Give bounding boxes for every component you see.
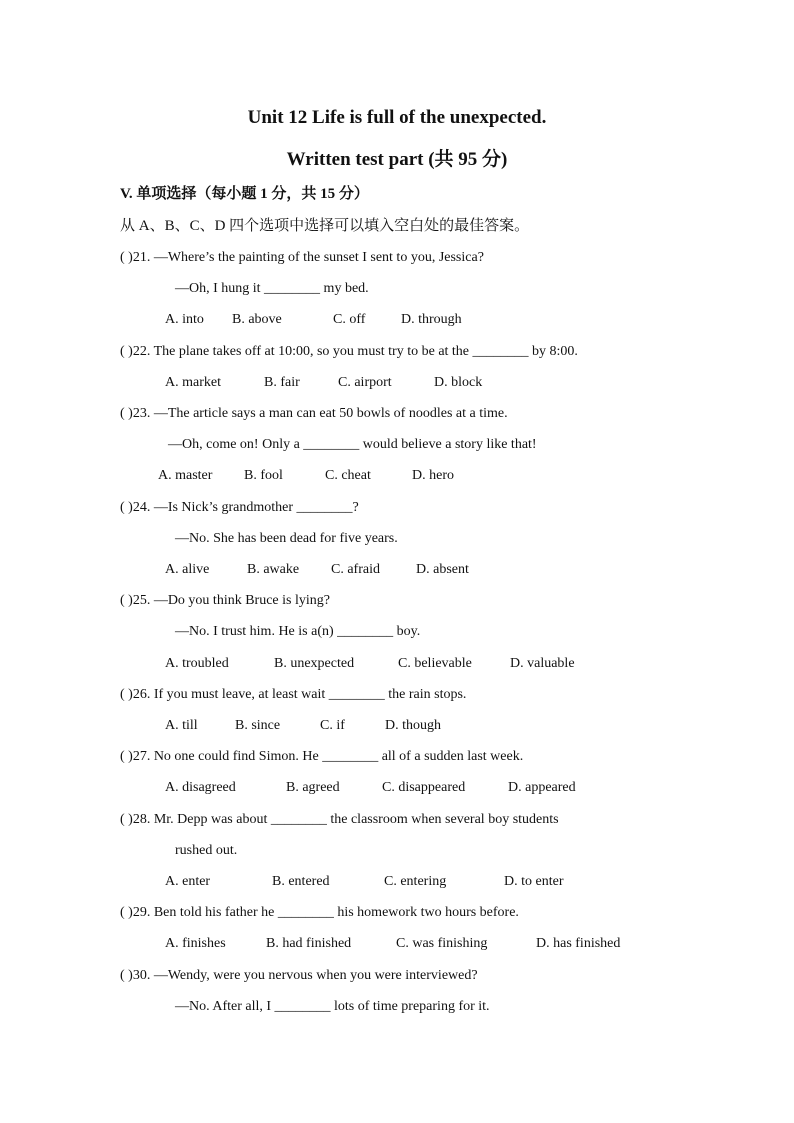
option-b: B. since — [235, 718, 281, 733]
option-b: B. had finished — [266, 936, 352, 951]
option-d: D. has finished — [536, 936, 621, 951]
question-continuation: —Oh, come on! Only a ________ would believe a story like that! — [168, 437, 537, 452]
option-a: A. market — [165, 375, 221, 390]
option-d: D. block — [434, 375, 483, 390]
option-b: B. above — [232, 312, 282, 327]
question-continuation: —Oh, I hung it ________ my bed. — [175, 281, 369, 296]
option-a: A. alive — [165, 562, 210, 577]
question-continuation: —No. I trust him. He is a(n) ________ boy. — [175, 624, 421, 639]
option-c: C. afraid — [331, 562, 380, 577]
question-stem: ( )26. If you must leave, at least wait ________ the rain stops. — [120, 687, 467, 702]
option-c: C. off — [333, 312, 366, 327]
option-a: A. finishes — [165, 936, 226, 951]
option-c: C. was finishing — [396, 936, 488, 951]
option-a: A. into — [165, 312, 204, 327]
question-stem: ( )23. —The article says a man can eat 50 bowls of noodles at a time. — [120, 406, 508, 421]
title: Unit 12 Life is full of the unexpected. — [247, 107, 547, 128]
option-c: C. entering — [384, 874, 447, 889]
option-c: C. cheat — [325, 468, 371, 483]
question-stem: ( )25. —Do you think Bruce is lying? — [120, 593, 330, 608]
option-d: D. appeared — [508, 780, 576, 795]
section-heading: V. 单项选择（每小题 1 分，共 15 分） — [120, 186, 369, 202]
question-stem: ( )28. Mr. Depp was about ________ the classroom when several boy students — [120, 812, 559, 827]
option-d: D. absent — [416, 562, 469, 577]
question-continuation: —No. She has been dead for five years. — [175, 531, 398, 546]
question-stem: ( )22. The plane takes off at 10:00, so you must try to be at the ________ by 8:00. — [120, 344, 578, 359]
instruction: 从 A、B、C、D 四个选项中选择可以填入空白处的最佳答案。 — [120, 218, 530, 234]
option-b: B. entered — [272, 874, 330, 889]
option-c: C. airport — [338, 375, 392, 390]
option-b: B. awake — [247, 562, 300, 577]
question-stem: ( )29. Ben told his father he ________ his homework two hours before. — [120, 905, 519, 920]
option-d: D. hero — [412, 468, 454, 483]
question-continuation: rushed out. — [175, 843, 238, 858]
question-stem: ( )27. No one could find Simon. He ________ all of a sudden last week. — [120, 749, 524, 764]
option-c: C. disappeared — [382, 780, 466, 795]
question-continuation: —No. After all, I ________ lots of time preparing for it. — [175, 999, 490, 1014]
question-stem: ( )21. —Where’s the painting of the sunset I sent to you, Jessica? — [120, 250, 484, 265]
option-d: D. though — [385, 718, 441, 733]
option-c: C. if — [320, 718, 345, 733]
option-b: B. fool — [244, 468, 283, 483]
subtitle: Written test part (共 95 分) — [286, 149, 508, 170]
option-a: A. master — [158, 468, 213, 483]
question-stem: ( )30. —Wendy, were you nervous when you were interviewed? — [120, 968, 478, 983]
option-a: A. disagreed — [165, 780, 236, 795]
option-d: D. to enter — [504, 874, 564, 889]
option-d: D. valuable — [510, 656, 575, 671]
question-stem: ( )24. —Is Nick’s grandmother ________? — [120, 500, 359, 515]
option-b: B. agreed — [286, 780, 340, 795]
option-a: A. enter — [165, 874, 211, 889]
option-d: D. through — [401, 312, 462, 327]
option-b: B. unexpected — [274, 656, 355, 671]
option-b: B. fair — [264, 375, 300, 390]
option-a: A. troubled — [165, 656, 229, 671]
option-c: C. believable — [398, 656, 472, 671]
option-a: A. till — [165, 718, 198, 733]
